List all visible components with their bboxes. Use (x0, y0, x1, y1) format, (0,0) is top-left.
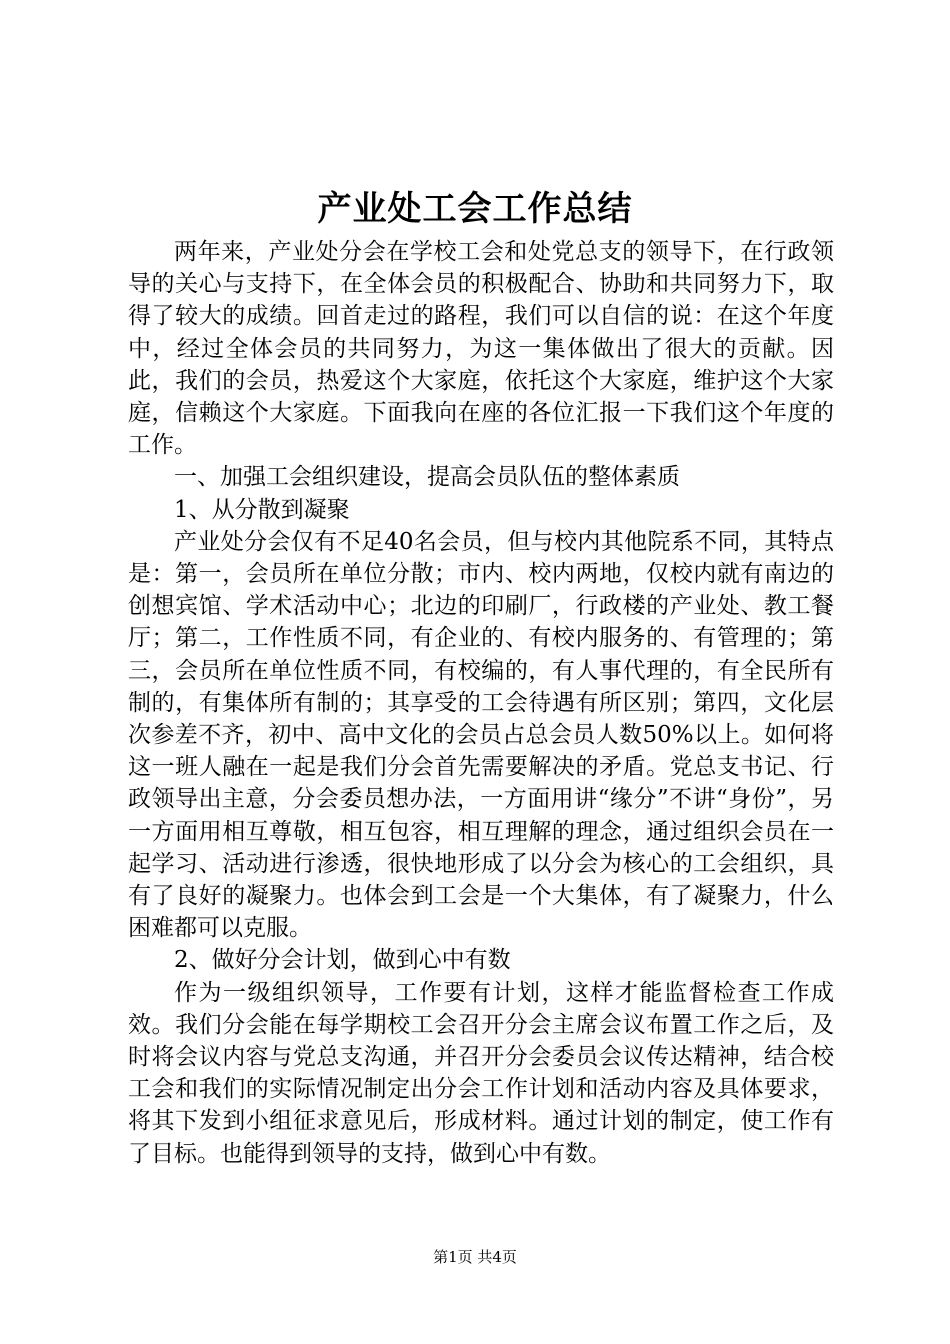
document-body (128, 236, 834, 1170)
paragraph-subsection-2: 作为一级组织领导，工作要有计划，这样才能监督检查工作成效。我们分会能在每学期校工会召开分会主席会议布置工作之后，及时将会议内容与党总支沟通，并召开分会委员会议传达精神，结合校工会和我们的实际情况制定出分会工作计划和活动内容及具体要求，将其下发到小组征求意见后，形成材料。通过计划的制定，使工作有了目标。也能得到领导的支持，做到心中有数。 (128, 979, 834, 1167)
paragraph-intro: 两年来，产业处分会在学校工会和处党总支的领导下，在行政领导的关心与支持下，在全体会员的积极配合、协助和共同努力下，取得了较大的成绩。回首走过的路程，我们可以自信的说：在这个年度中，经过全体会员的共同努力，为这一集体做出了很大的贡献。因此，我们的会员，热爱这个大家庭，依托这个大家庭，维护这个大家庭，信赖这个大家庭。下面我向在座的各位汇报一下我们这个年度的工作。 (128, 239, 834, 459)
document-title: 产业处工会工作总结 (317, 189, 633, 229)
heading-subsection-1: 1、从分散到凝聚 (174, 496, 350, 523)
paragraph-subsection-1: 产业处分会仅有不足40名会员，但与校内其他院系不同，其特点是：第一，会员所在单位分散；市内、校内两地，仅校内就有南边的创想宾馆、学术活动中心；北边的印刷厂，行政楼的产业处、教工餐厅；第二，工作性质不同，有企业的、有校内服务的、有管理的；第三，会员所在单位性质不同，有校编的，有人事代理的，有全民所有制的，有集体所有制的；其享受的工会待遇有所区别；第四，文化层次参差不齐，初中、高中文化的会员占总会员人数50%以上。如何将这一班人融在一起是我们分会首先需要解决的矛盾。党总支书记、行政领导出主意，分会委员想办法，一方面用讲“缘分”不讲“身份”，另一方面用相互尊敬，相互包容，相互理解的理念，通过组织会员在一起学习、活动进行渗透，很快地形成了以分会为核心的工会组织，具有了良好的凝聚力。也体会到工会是一个大集体，有了凝聚力，什么困难都可以克服。 (128, 528, 834, 942)
heading-section-1: 一、加强工会组织建设，提高会员队伍的整体素质 (174, 464, 680, 491)
page-footer: 第1页 共4页 (433, 1248, 517, 1266)
heading-subsection-2: 2、做好分会计划，做到心中有数 (174, 947, 511, 974)
